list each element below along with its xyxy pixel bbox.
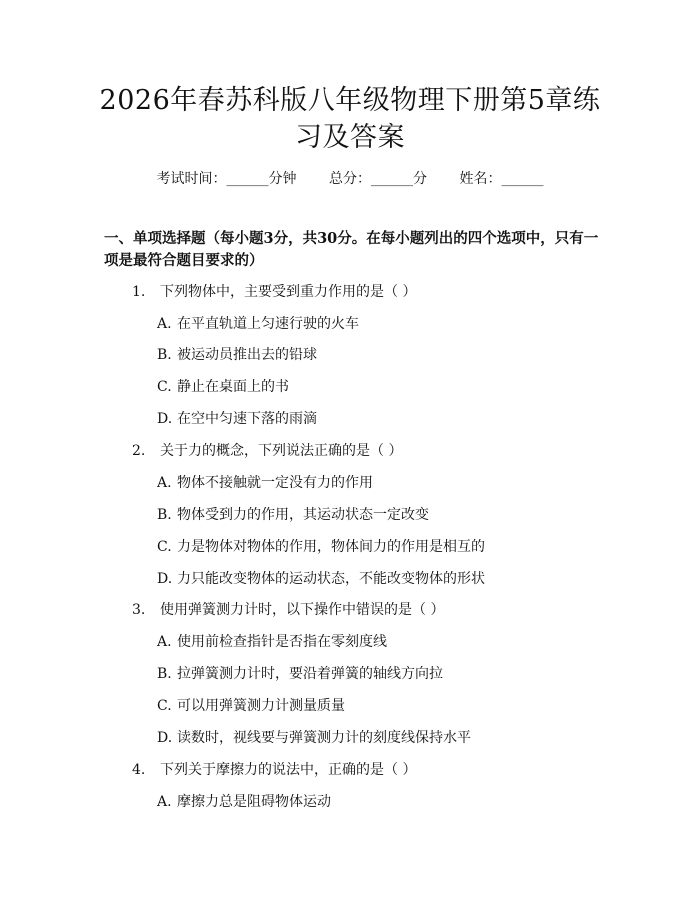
option-text: 读数时，视线要与弹簧测力计的刻度线保持水平 [177,730,471,746]
option-text: 可以用弹簧测力计测量质量 [177,698,345,714]
option-text: 摩擦力总是阻碍物体运动 [177,794,331,810]
option-letter: D. [157,571,173,587]
question-2-option-b [157,506,429,524]
total-score-label: 总分：______分 [329,171,427,187]
question-3-option-c [157,697,345,715]
option-text: 物体受到力的作用，其运动状态一定改变 [177,507,429,523]
option-text: 力只能改变物体的运动状态，不能改变物体的形状 [177,571,485,587]
option-text: 在平直轨道上匀速行驶的火车 [177,316,359,332]
question-number: 4. [132,762,146,778]
option-letter: D. [157,411,173,427]
question-number: 2. [132,443,146,459]
student-name-label: 姓名：______ [459,171,544,187]
question-2-option-a [157,474,373,492]
option-letter: B. [157,666,172,682]
option-text: 力是物体对物体的作用，物体间力的作用是相互的 [177,539,485,555]
option-letter: D. [157,730,173,746]
section-heading: 一、单项选择题（每小题3分，共30分。在每小题列出的四个选项中，只有一项是最符合题目要求的） [104,230,599,269]
option-text: 物体不接触就一定没有力的作用 [177,475,373,491]
question-number: 3. [132,602,146,618]
option-text: 使用前检查指针是否指在零刻度线 [177,634,387,650]
question-3 [132,601,444,619]
question-2 [132,442,402,460]
question-4 [132,761,416,779]
question-text: 关于力的概念，下列说法正确的是（ ） [160,443,403,459]
question-1-option-d [157,410,317,428]
question-4-option-a [157,793,331,811]
option-letter: A. [157,475,172,491]
exam-meta [0,168,700,188]
option-letter: B. [157,347,172,363]
question-3-option-d [157,729,471,747]
option-text: 拉弹簧测力计时，要沿着弹簧的轴线方向拉 [177,666,443,682]
question-2-option-d [157,570,485,588]
question-3-option-a [157,633,387,651]
question-1-option-c [157,378,289,396]
question-1-option-a [157,315,359,333]
option-letter: C. [157,539,172,555]
exam-time-label: 考试时间：______分钟 [156,171,297,187]
option-text: 在空中匀速下落的雨滴 [177,411,317,427]
question-3-option-b [157,665,443,683]
option-letter: C. [157,698,172,714]
option-letter: A. [157,794,172,810]
option-letter: B. [157,507,172,523]
question-2-option-c [157,538,485,556]
option-text: 静止在桌面上的书 [177,379,289,395]
option-letter: C. [157,379,172,395]
document-title: 2026年春苏科版八年级物理下册第5章练习及答案 [99,85,601,153]
question-text: 下列物体中，主要受到重力作用的是（ ） [160,284,417,300]
option-text: 被运动员推出去的铅球 [177,347,317,363]
question-text: 使用弹簧测力计时，以下操作中错误的是（ ） [160,602,445,618]
question-1 [132,283,416,301]
question-number: 1. [132,284,146,300]
question-text: 下列关于摩擦力的说法中，正确的是（ ） [160,762,417,778]
option-letter: A. [157,316,172,332]
option-letter: A. [157,634,172,650]
question-1-option-b [157,346,317,364]
